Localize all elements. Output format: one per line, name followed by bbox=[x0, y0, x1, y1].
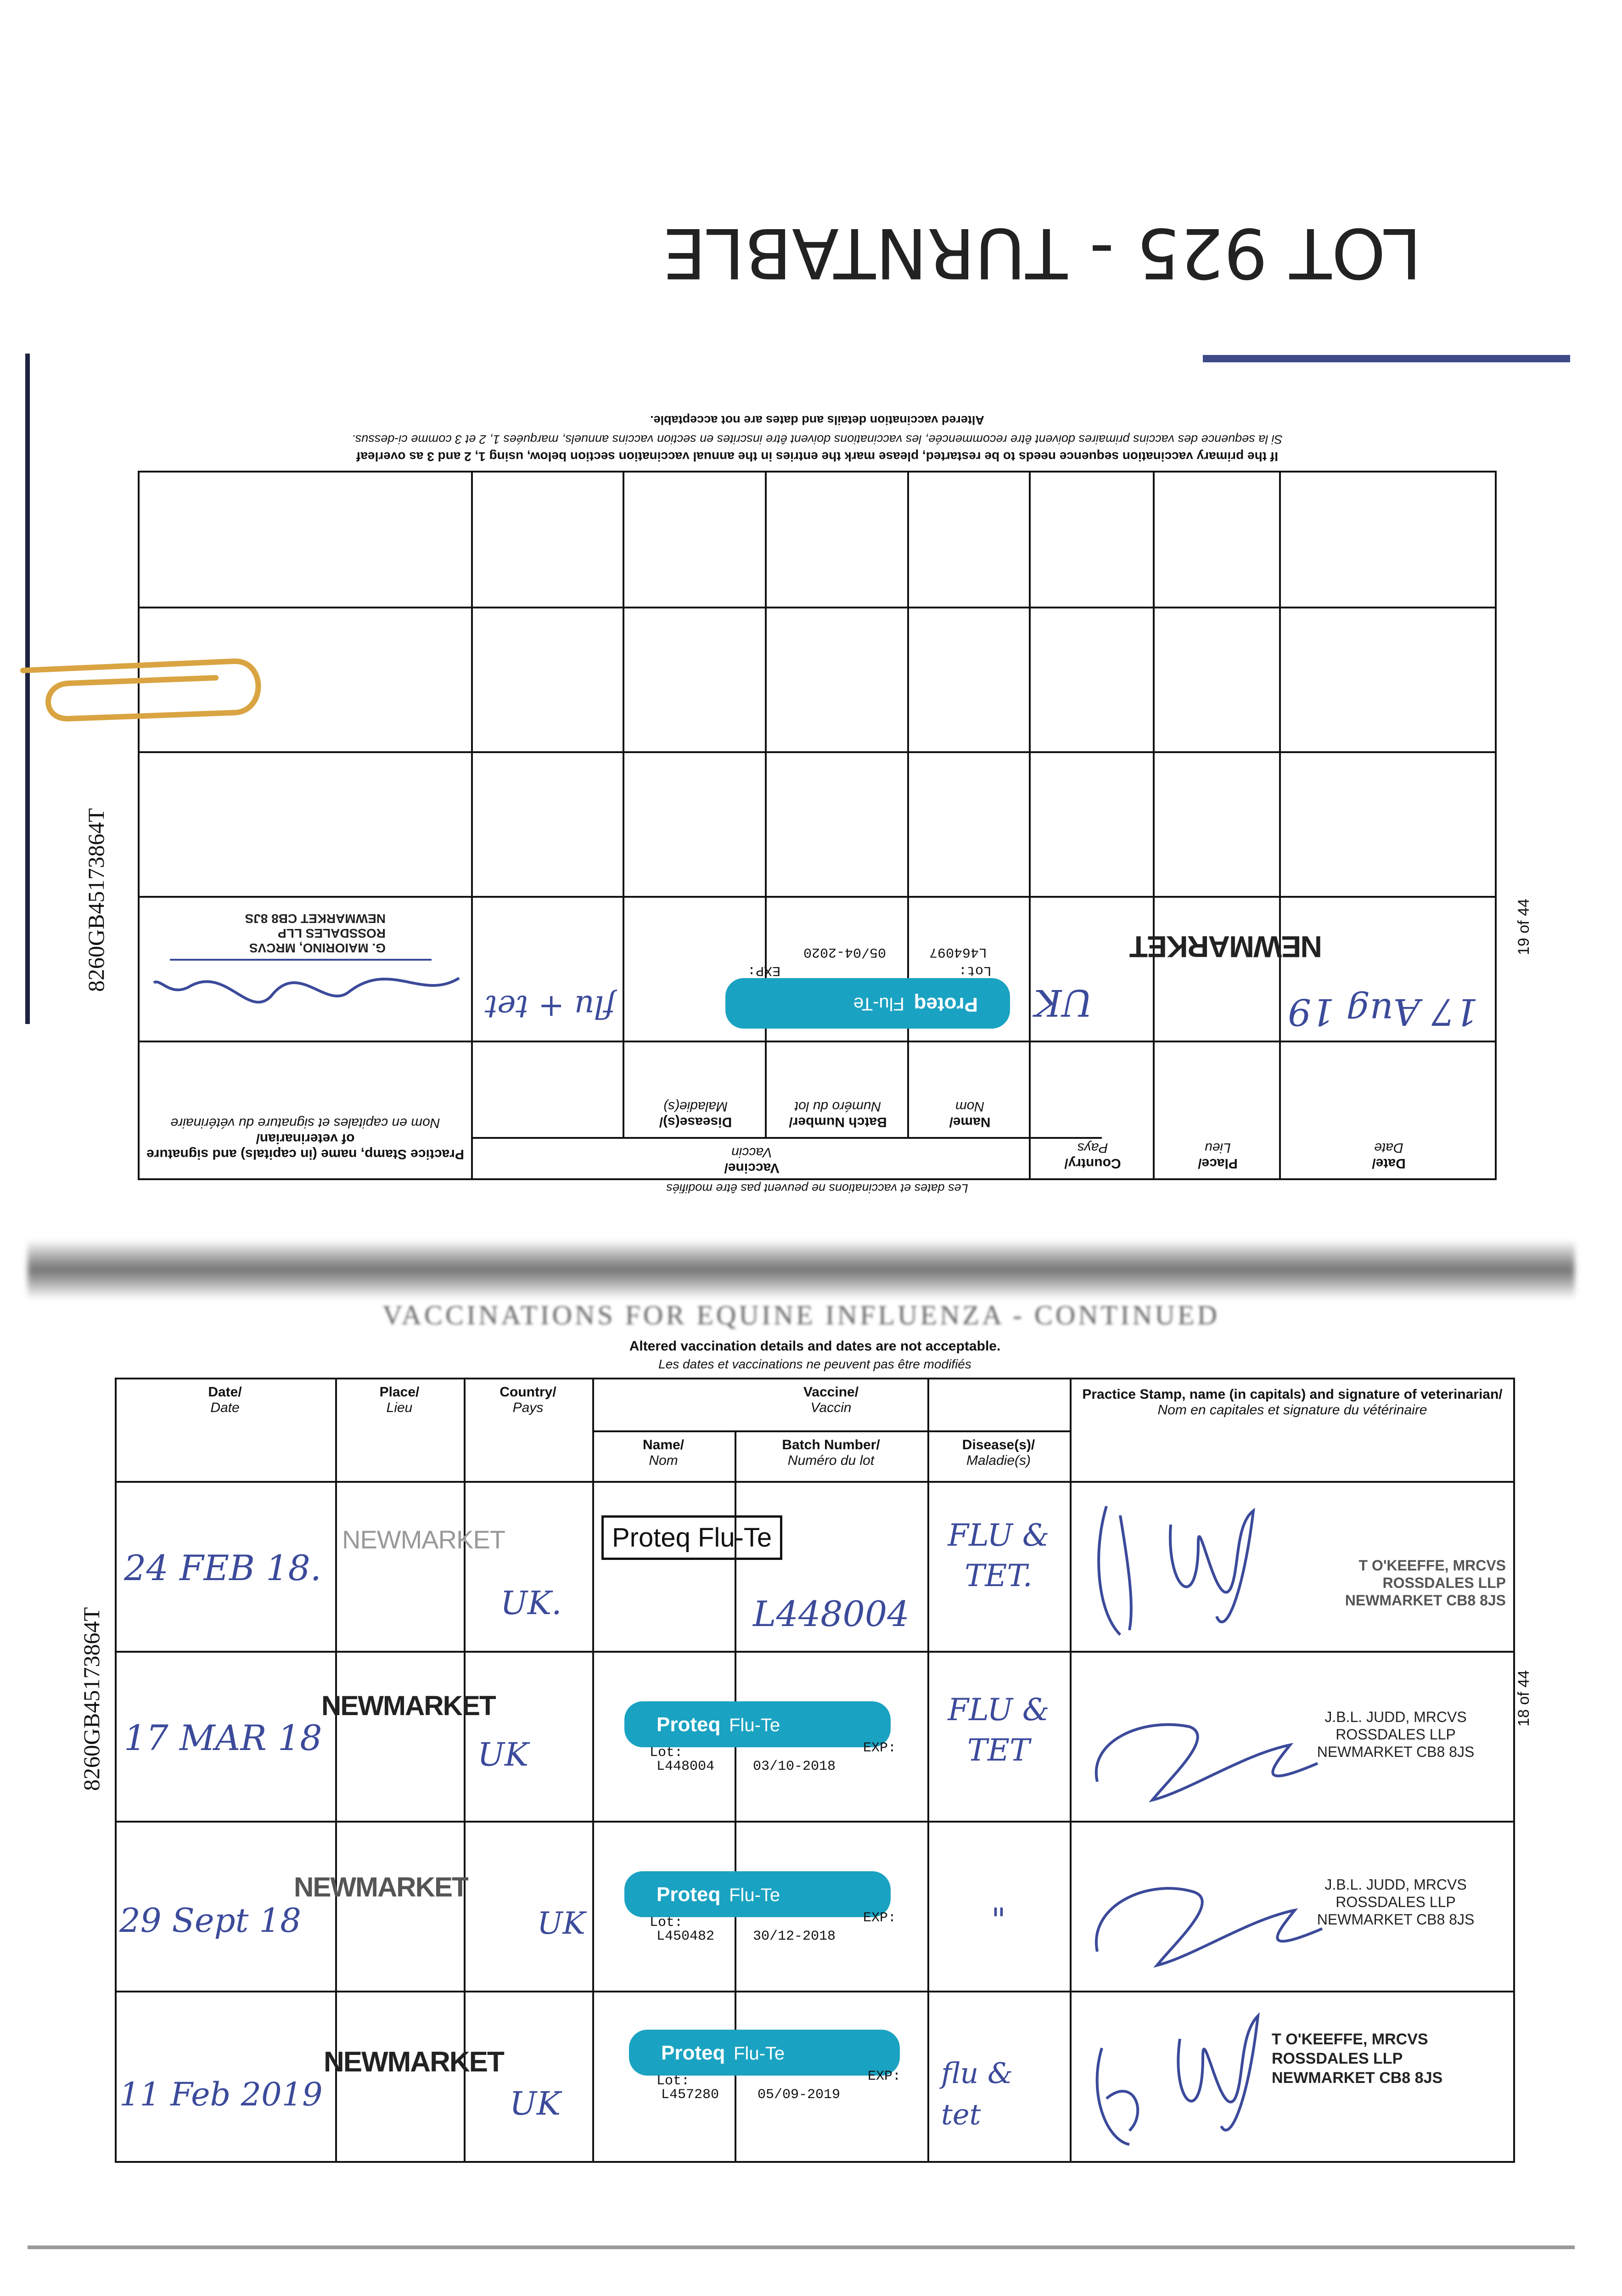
row1-vaccine-stamp: Proteq Flu-Te bbox=[601, 1515, 782, 1560]
top-header-disease: Disease(s)/ Maladie(s) bbox=[659, 1099, 732, 1130]
top-header-batch: Batch Number/ Numéro du lot bbox=[789, 1099, 887, 1130]
top-entry-expiry: 05/04-2020 bbox=[803, 944, 886, 960]
top-header-date: Date/ Date bbox=[1372, 1140, 1406, 1171]
top-page bbox=[138, 409, 1497, 1180]
top-page-edge-top bbox=[1203, 355, 1570, 362]
section-title: VACCINATIONS FOR EQUINE INFLUENZA - CONTINUED bbox=[382, 1300, 1220, 1330]
top-entry-lot-label: Lot: bbox=[958, 962, 992, 978]
row3-date: 29 Sept 18 bbox=[119, 1901, 301, 1940]
top-notice-fr: Si la sequence des vaccins primaires doivent être recommencée, les vaccinations doivent être inscrites en section vaccins annuels, marquées 1, 2 et 3 comme ci-dessus. bbox=[352, 433, 1283, 446]
row3-vaccine-label: Proteq Flu-Te bbox=[624, 1871, 891, 1917]
top-entry-vet-stamp: G. MAIORINO, MRCVS ROSSDALES LLP NEWMARKET CB8 8JS bbox=[245, 912, 386, 955]
top-header-vaccine: Vaccine/ Vaccin bbox=[724, 1145, 780, 1176]
row2-vet-stamp: J.B.L. JUDD, MRCVS ROSSDALES LLP NEWMARKET CB8 8JS bbox=[1317, 1709, 1475, 1760]
row4-exp-label: EXP: bbox=[868, 2069, 901, 2084]
top-altered-en: Altered vaccination details and dates are not acceptable. bbox=[650, 413, 984, 427]
row3-country: UK bbox=[537, 1906, 585, 1941]
bottom-altered-fr: Les dates et vaccinations ne peuvent pas être modifiés bbox=[658, 1357, 971, 1371]
top-passport-id: 8260GB45173864T bbox=[83, 808, 109, 992]
row4-vet-stamp: T O'KEEFFE, MRCVS ROSSDALES LLP NEWMARKET CB8 8JS bbox=[1272, 2031, 1443, 2087]
header-country: Country/ Pays bbox=[500, 1384, 556, 1415]
row2-place: NEWMARKET bbox=[321, 1690, 495, 1721]
row2-lot-label: Lot: bbox=[650, 1745, 683, 1761]
top-entry-exp-label: EXP: bbox=[747, 962, 780, 978]
fold-band bbox=[28, 1240, 1575, 1300]
row3-vet-stamp: J.B.L. JUDD, MRCVS ROSSDALES LLP NEWMARKET CB8 8JS bbox=[1317, 1876, 1475, 1928]
bottom-page-edge bbox=[28, 2245, 1575, 2249]
top-header-practice: Practice Stamp, name (in capitals) and signature of veterinarian/ Nom en capitales et signature du vétérinaire bbox=[146, 1115, 464, 1162]
header-disease: Disease(s)/ Maladie(s) bbox=[962, 1437, 1035, 1468]
top-entry-vaccine-label: Proteq Flu-Te bbox=[725, 978, 1010, 1029]
row4-expiry: 05/09-2019 bbox=[758, 2087, 841, 2103]
row3-disease: " bbox=[991, 1901, 1006, 1939]
row4-date: 11 Feb 2019 bbox=[119, 2076, 323, 2113]
bottom-page bbox=[115, 1378, 1515, 2163]
row4-vaccine-label: Proteq Flu-Te bbox=[629, 2030, 900, 2076]
header-place: Place/ Lieu bbox=[379, 1384, 420, 1415]
row2-batch: L448004 bbox=[657, 1759, 715, 1774]
row2-country: UK bbox=[477, 1736, 529, 1773]
top-header-name: Name/ Nom bbox=[949, 1099, 991, 1130]
top-entry-place: NEWMARKET bbox=[1130, 930, 1322, 964]
row2-expiry: 03/10-2018 bbox=[753, 1759, 836, 1774]
row1-vet-stamp: T O'KEEFFE, MRCVS ROSSDALES LLP NEWMARKET CB8 8JS bbox=[1345, 1557, 1506, 1609]
row3-expiry: 30/12-2018 bbox=[753, 1929, 836, 1944]
lot-title: LOT 925 - TURNTABLE bbox=[662, 213, 1422, 293]
row1-disease: FLU & TET. bbox=[948, 1518, 1050, 1593]
row4-country: UK bbox=[510, 2085, 561, 2122]
bottom-altered-en: Altered vaccination details and dates are not acceptable. bbox=[629, 1339, 1001, 1354]
top-entry-batch: L464097 bbox=[929, 944, 987, 960]
row1-batch: L448004 bbox=[753, 1593, 909, 1634]
header-date: Date/ Date bbox=[208, 1384, 242, 1415]
row1-signature bbox=[1079, 1497, 1318, 1644]
header-batch: Batch Number/ Numéro du lot bbox=[782, 1437, 880, 1468]
top-altered-fr: Les dates et vaccinations ne peuvent pas être modifiés bbox=[666, 1182, 968, 1195]
row3-lot-label: Lot: bbox=[650, 1915, 683, 1930]
top-entry-signature bbox=[152, 946, 464, 1029]
row3-batch: L450482 bbox=[657, 1929, 715, 1944]
row1-place: NEWMARKET bbox=[342, 1525, 505, 1554]
bottom-passport-id: 8260GB45173864T bbox=[79, 1607, 104, 1791]
row3-exp-label: EXP: bbox=[863, 1910, 897, 1926]
row2-exp-label: EXP: bbox=[863, 1740, 897, 1756]
bottom-page-number: 18 of 44 bbox=[1515, 1670, 1532, 1727]
row4-place: NEWMARKET bbox=[324, 2046, 504, 2078]
paperclip bbox=[18, 634, 275, 735]
top-entry-disease: flu + tet bbox=[484, 988, 615, 1024]
top-notice-en: If the primary vaccination sequence needs to be restarted, please mark the entries in the annual vaccination section below, using 1, 2 and 3 as overleaf bbox=[356, 450, 1278, 464]
row3-place: NEWMARKET bbox=[294, 1872, 468, 1902]
top-page-number: 19 of 44 bbox=[1515, 899, 1532, 955]
row4-batch: L457280 bbox=[661, 2087, 719, 2103]
row2-disease: FLU & TET bbox=[948, 1692, 1050, 1768]
row1-date: 24 FEB 18. bbox=[124, 1548, 321, 1588]
row1-country: UK. bbox=[500, 1584, 562, 1622]
header-vaccine: Vaccine/ Vaccin bbox=[803, 1384, 859, 1415]
top-table bbox=[138, 471, 1497, 1180]
header-name: Name/ Nom bbox=[642, 1437, 685, 1468]
header-practice: Practice Stamp, name (in capitals) and signature of veterinarian/ Nom en capitales et signature du vétérinaire bbox=[1082, 1387, 1503, 1418]
row2-vaccine-label: Proteq Flu-Te bbox=[624, 1701, 891, 1747]
row4-disease: flu & tet bbox=[941, 2056, 1013, 2131]
top-entry-country: UK bbox=[1034, 981, 1093, 1024]
top-header-place: Place/ Lieu bbox=[1198, 1140, 1238, 1171]
top-entry-date: 17 Aug 19 bbox=[1288, 990, 1478, 1033]
top-header-country: Country/ Pays bbox=[1064, 1140, 1121, 1171]
row2-date: 17 MAR 18 bbox=[124, 1717, 322, 1758]
row4-lot-label: Lot: bbox=[657, 2073, 690, 2089]
